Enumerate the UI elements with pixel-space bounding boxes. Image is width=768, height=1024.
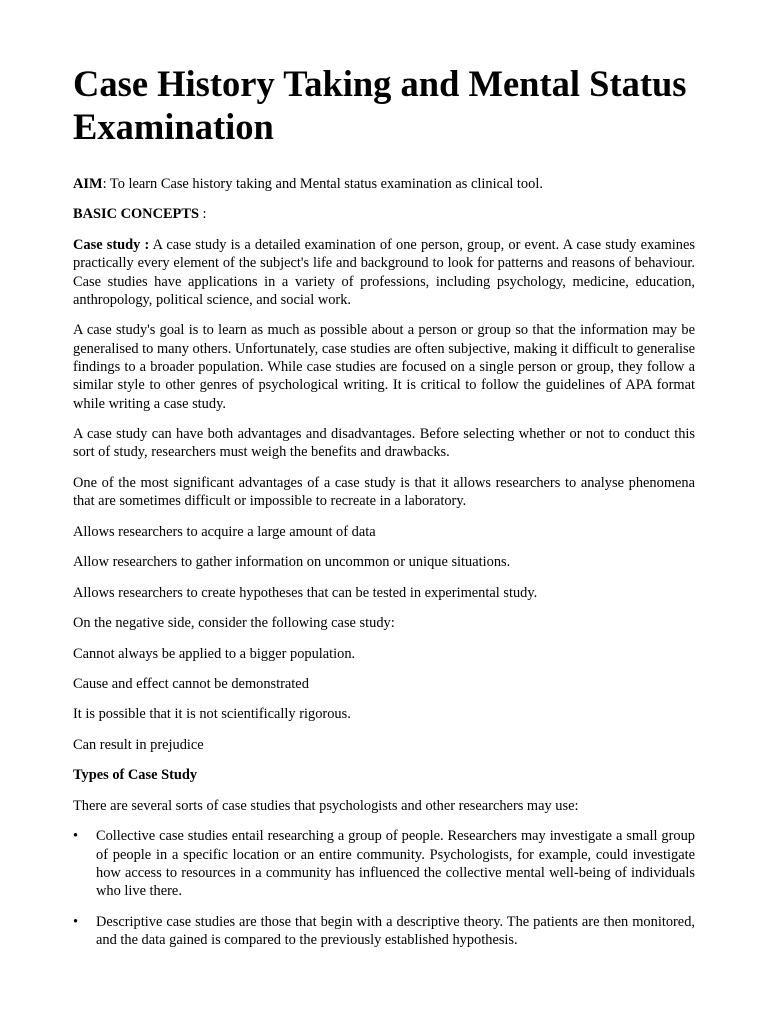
paragraph-advantages-disadvantages: A case study can have both advantages and disadvantages. Before selecting whether or not to conduct this sort of study, researchers must weigh the benefits and drawbacks. (73, 426, 695, 461)
paragraph-goal: A case study's goal is to learn as much as possible about a person or group so that the information may be generalised to many others. Unfortunately, case studies are often subjective, making it difficult to generalise findings to a broader population. While case studies are focused on a single person or group, they follow a similar style to other genres of psychological writing. It is critical to follow the guidelines of APA format while writing a case study. (73, 322, 695, 412)
types-heading-text: Types of Case Study (73, 767, 198, 784)
basic-concepts-label: BASIC CONCEPTS (73, 206, 199, 223)
advantage-item: Allows researchers to acquire a large amount of data (73, 523, 376, 540)
aim-label: AIM (73, 176, 103, 192)
list-item-text: Descriptive case studies are those that begin with a descriptive theory. The patients are then monitored, and the data gained is compared to the previously established hypothesis. (96, 913, 695, 949)
bullet-icon: • (73, 913, 79, 930)
document-page (73, 62, 695, 949)
paragraph-significant-advantage: One of the most significant advantages of a case study is that it allows researchers to analyse phenomena that are sometimes difficult or impossible to recreate in a laboratory. (73, 474, 695, 510)
basic-concepts-heading (73, 205, 695, 223)
list-item (73, 827, 695, 900)
disadvantage-item: It is possible that it is not scientifically rigorous. (73, 706, 351, 723)
disadvantage-item: Cause and effect cannot be demonstrated (73, 676, 309, 692)
aim-text: : To learn Case history taking and Mental status examination as clinical tool. (102, 176, 543, 192)
disadvantage-item: Cannot always be applied to a bigger population. (73, 645, 356, 662)
paragraph-negative-side: On the negative side, consider the following case study: (73, 615, 395, 632)
aim-paragraph (73, 175, 695, 193)
advantage-item: Allows researchers to create hypotheses that can be tested in experimental study. (73, 584, 538, 601)
list-item-text: Collective case studies entail researching a group of people. Researchers may investigate a small group of people in a specific location or an entire community. Psychologists, for example, could investigate how access to resources in a community has influenced the collective mental well-being of individuals who live there. (96, 828, 695, 900)
case-study-paragraph (73, 236, 695, 309)
case-study-label: Case study : (73, 236, 150, 253)
document-title: Case History Taking and Mental Status Examination (73, 63, 687, 147)
basic-concepts-suffix: : (198, 206, 207, 223)
list-item (73, 913, 695, 950)
types-intro: There are several sorts of case studies that psychologists and other researchers may use: (73, 797, 579, 814)
types-heading (73, 766, 695, 784)
disadvantage-item: Can result in prejudice (73, 736, 204, 753)
advantage-item: Allow researchers to gather information on uncommon or unique situations. (73, 554, 511, 571)
bullet-icon: • (73, 828, 79, 845)
types-list (73, 827, 695, 949)
case-study-text: A case study is a detailed examination of one person, group, or event. A case study examines practically every element of the subject's life and background to look for patterns and reasons of behaviour. Case studies have applications in a variety of professions, including psychology, medicine, education, anthropology, political science, and social work. (73, 236, 695, 308)
